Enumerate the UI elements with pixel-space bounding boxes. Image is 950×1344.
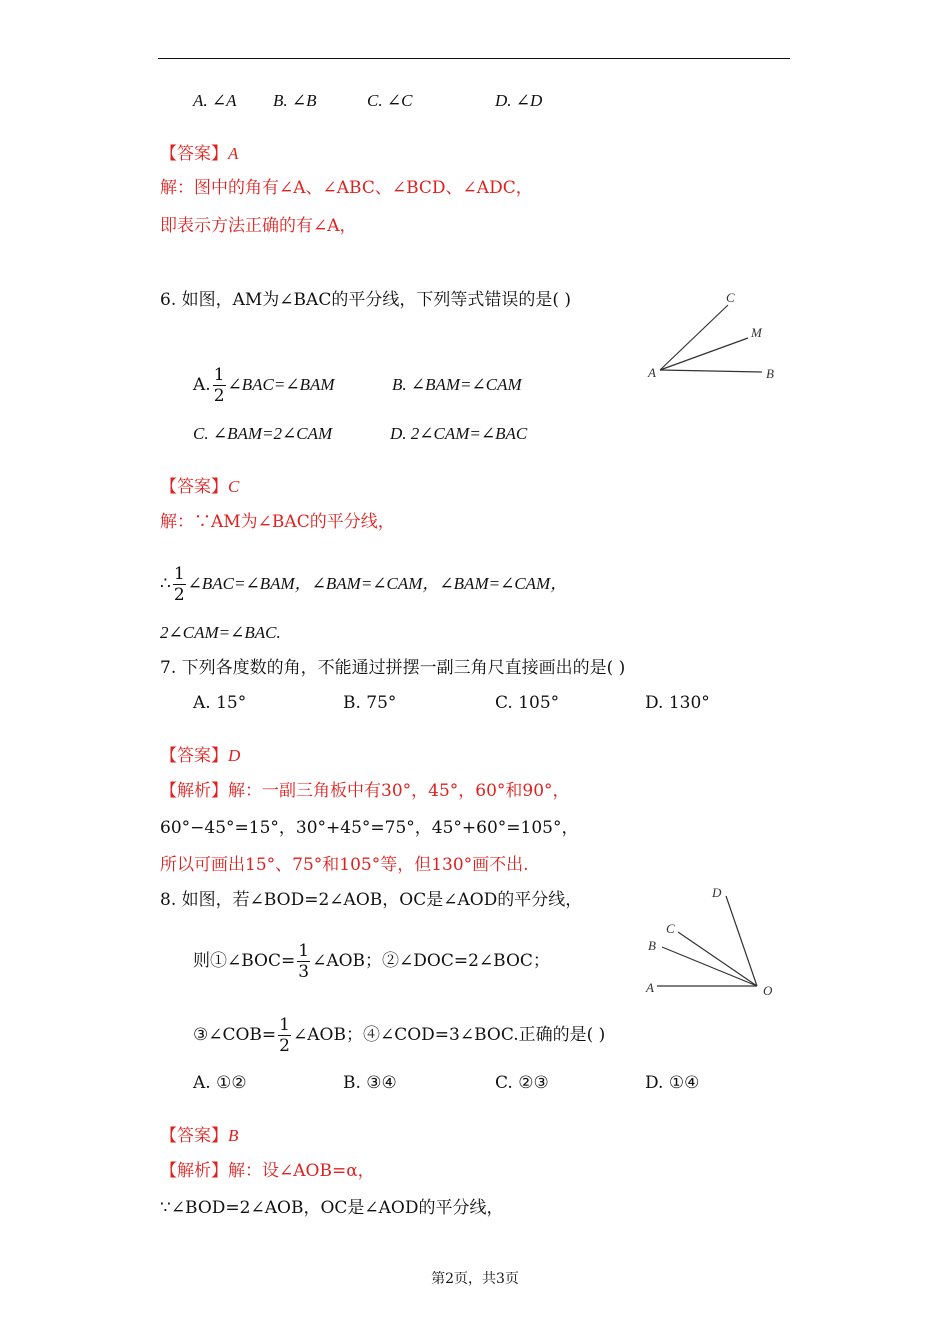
q8-solution-line-1: 【解析】解：设∠AOB=α， <box>160 1161 375 1181</box>
q6-option-c: C. ∠BAM=2∠CAM <box>193 424 333 443</box>
q8-line-2: 则①∠BOC= $\frac{1}{3}$ ∠AOB；②∠DOC=2∠BOC； <box>193 941 550 982</box>
q7-stem: 7. 下列各度数的角，不能通过拼摆一副三角尺直接画出的是( ) <box>160 658 626 678</box>
label-o: O <box>763 983 773 998</box>
fraction-half: $\frac{1}{2}$ <box>213 365 225 406</box>
q8-answer-line: 【答案】B <box>160 1126 239 1146</box>
fraction-third: $\frac{1}{3}$ <box>298 941 310 982</box>
q8-stem: 8. 如图，若∠BOD=2∠AOB，OC是∠AOD的平分线， <box>160 890 583 910</box>
label-c: C <box>666 921 675 936</box>
label-m: M <box>751 325 762 340</box>
q5-solution-line-1: 解：图中的角有∠A、∠ABC、∠BCD、∠ADC， <box>160 178 533 198</box>
q5-answer-line <box>160 143 238 165</box>
q6-solution-line-3: 2∠CAM=∠BAC. <box>160 623 281 642</box>
fraction-half: $\frac{1}{2}$ <box>173 564 185 605</box>
q8-option-d: D. ①④ <box>645 1073 700 1093</box>
q8-option-a: A. ①② <box>193 1073 247 1093</box>
q7-solution-line-3: 所以可画出15°、75°和105°等，但130°画不出. <box>160 855 529 875</box>
q5-answer-label: 【答案】 <box>160 144 228 164</box>
ray-am <box>660 338 748 370</box>
ray-ac <box>660 305 728 370</box>
q7-answer-line: 【答案】D <box>160 746 241 766</box>
q6-option-d: D. 2∠CAM=∠BAC <box>390 424 528 443</box>
q7-option-c: C. 105° <box>495 693 560 713</box>
q7-option-d: D. 130° <box>645 693 710 713</box>
fraction-half: $\frac{1}{2}$ <box>279 1015 290 1056</box>
q6-solution-line-2: ∴ $\frac{1}{2}$ ∠BAC=∠BAM，∠BAM=∠CAM，∠BAM=∠CAM， <box>160 564 568 605</box>
q7-option-a: A. 15° <box>193 693 247 713</box>
q6-option-b: B. ∠BAM=∠CAM <box>392 375 522 394</box>
q5-option-b: B. ∠B <box>273 91 317 110</box>
q6-answer-line: 【答案】C <box>160 477 240 497</box>
q7-solution-line-1: 【解析】解：一副三角板中有30°，45°，60°和90°， <box>160 781 570 801</box>
ray-od <box>726 896 757 986</box>
q7-solution-line-2: 60°−45°=15°，30°+45°=75°，45°+60°=105°， <box>160 818 579 838</box>
label-a: A <box>646 980 654 995</box>
q5-option-d: D. ∠D <box>495 91 543 110</box>
q8-option-b: B. ③④ <box>343 1073 397 1093</box>
q6-stem: 6. 如图，AM为∠BAC的平分线，下列等式错误的是( ) <box>160 290 571 310</box>
q5-option-c: C. ∠C <box>367 91 413 110</box>
q8-option-c: C. ②③ <box>495 1073 549 1093</box>
label-c: C <box>726 290 735 305</box>
q6-angle-figure <box>640 285 790 395</box>
label-b: B <box>648 938 656 953</box>
q5-answer-value: A <box>228 144 239 163</box>
q8-line-3: ③∠COB= $\frac{1}{2}$ ∠AOB；④∠COD=3∠BOC.正确的是( ) <box>193 1015 606 1056</box>
q5-option-a: A. ∠A <box>193 91 237 110</box>
q8-solution-line-2: ∵∠BOD=2∠AOB，OC是∠AOD的平分线， <box>160 1198 504 1218</box>
q5-solution-line-2: 即表示方法正确的有∠A， <box>160 216 357 236</box>
q6-option-a: A. $\frac{1}{2}$ ∠BAC=∠BAM <box>193 365 335 406</box>
ray-ab <box>660 370 762 372</box>
q6-solution-line-1: 解：∵AM为∠BAC的平分线， <box>160 512 395 532</box>
label-b: B <box>766 366 774 381</box>
header-rule <box>158 58 790 59</box>
q8-angle-figure <box>640 880 790 1005</box>
q7-option-b: B. 75° <box>343 693 397 713</box>
page-footer: 第2页，共3页 <box>431 1271 519 1287</box>
label-a: A <box>648 365 656 380</box>
label-d: D <box>712 885 722 900</box>
